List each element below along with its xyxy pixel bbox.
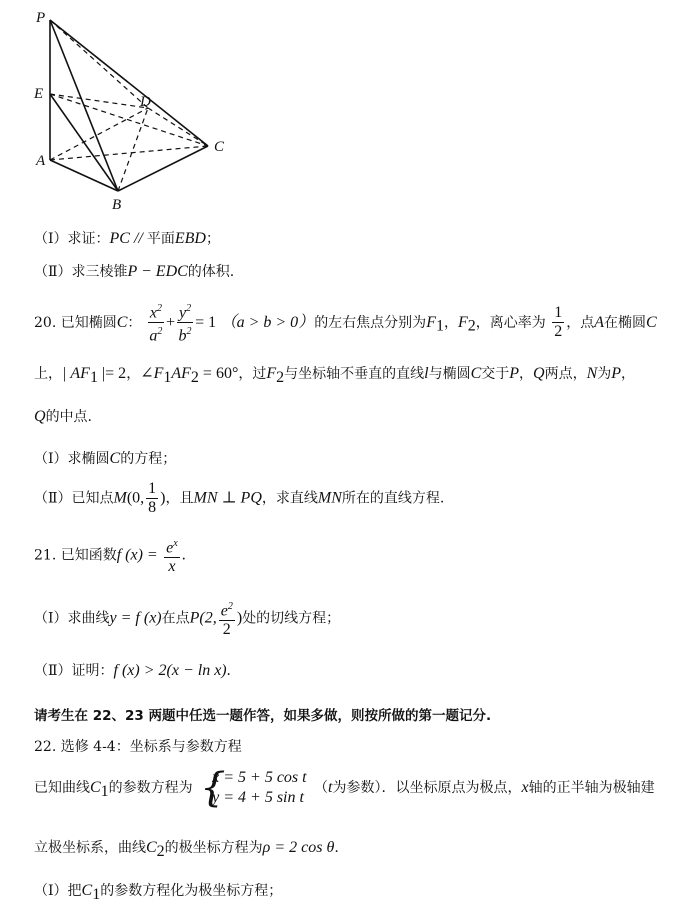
q21-part1: （Ⅰ）求曲线y = f (x)在点P(2, $\frac{e^2}{2}$ )处的切线方程； bbox=[34, 598, 340, 639]
q20-line2: 上，| $AF_1$ |= 2，$\angle F_1AF_2 = 60^\circ$，过$F_2$与坐标轴不垂直的直线l与椭圆C交于P，Q两点，N为P， bbox=[34, 365, 636, 386]
q19-part2: （Ⅱ）求三棱锥P − EDC的体积. bbox=[34, 263, 235, 280]
edge-DC bbox=[148, 108, 208, 146]
label-P: P bbox=[36, 10, 46, 26]
q20-part2: （Ⅱ）已知点M(0, $\frac{1}{8}$ )，且MN ⊥ PQ，求直线MN所在的直线方程. bbox=[34, 480, 445, 516]
edge-ED bbox=[50, 94, 148, 108]
label-B: B bbox=[112, 197, 122, 213]
label-D: D bbox=[140, 94, 151, 110]
q21-part2: （Ⅱ）证明：f (x) > 2(x − ln x). bbox=[34, 662, 231, 679]
q22-line2: 立极坐标系，曲线$C_2$的极坐标方程为ρ = 2 cos θ. bbox=[34, 839, 339, 860]
elective-notice: 请考生在 22、23 两题中任选一题作答，如果多做，则按所做的第一题记分. bbox=[34, 708, 492, 724]
q22-part1: （Ⅰ）把$C_1$的参数方程化为极坐标方程； bbox=[34, 882, 283, 903]
q19-part1: （Ⅰ）求证：PC // 平面EBD； bbox=[34, 230, 220, 247]
edge-PD bbox=[50, 20, 148, 108]
label-A: A bbox=[36, 153, 46, 169]
q20-part1: （Ⅰ）求椭圆C的方程； bbox=[34, 450, 177, 467]
q22-line1: 已知曲线$C_1$的参数方程为 { x = 5 + 5 cos t y = 4 + 5 sin t （t为参数）．以坐标原点为极点，x轴的正半轴为极轴建 bbox=[34, 765, 655, 811]
edge-EC bbox=[50, 94, 208, 146]
q22-title: 22. 选修 4-4：坐标系与参数方程 bbox=[34, 739, 242, 755]
label-E: E bbox=[34, 86, 44, 102]
q20-line3: Q的中点. bbox=[34, 408, 93, 425]
parametric-system: { x = 5 + 5 cos t y = 4 + 5 sin t bbox=[200, 765, 307, 811]
pyramid-figure bbox=[30, 8, 240, 213]
q20-line1: 20. 已知椭圆C： $\frac{x^2}{a^2}$ + $\frac{y^2}{b^2}$ = 1 （a > b > 0）的左右焦点分别为$F_1$，$F_2$，离心率为 $\frac{1}{2}$ ，点A在椭圆C bbox=[34, 300, 657, 346]
q21-line1: 21. 已知函数f (x) = $\frac{e^x}{x}$ . bbox=[34, 535, 186, 576]
label-C: C bbox=[214, 139, 225, 155]
